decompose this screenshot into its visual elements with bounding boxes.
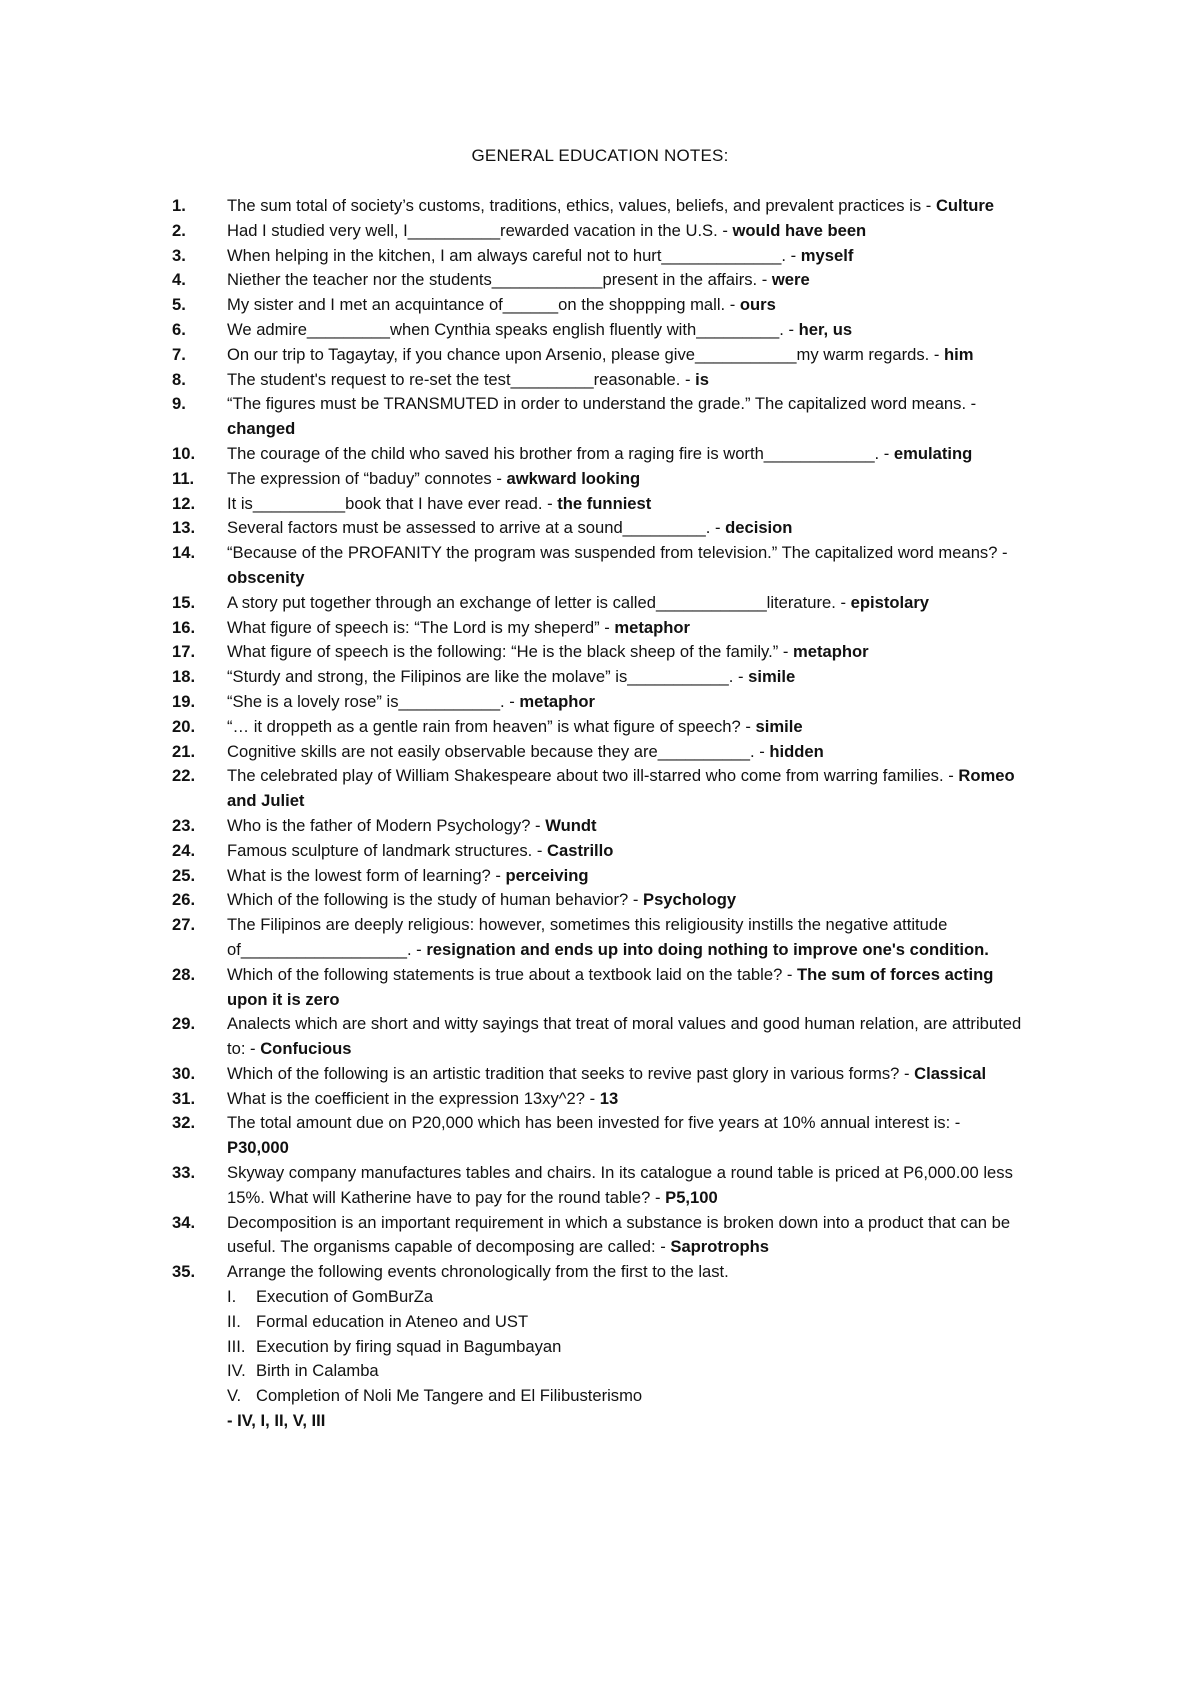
item-question: Arrange the following events chronologically from the first to the last. bbox=[227, 1262, 729, 1282]
item-number: 25. bbox=[172, 865, 196, 885]
item-number: 31. bbox=[172, 1088, 196, 1108]
item-answer: The sum of forces acting upon it is zero bbox=[227, 964, 994, 1009]
item-question: The total amount due on P20,000 which has been invested for five years at 10% annual interest is: - bbox=[227, 1113, 961, 1133]
item-question: It is__________book that I have ever read. - bbox=[227, 493, 558, 513]
item-number: 27. bbox=[172, 915, 196, 935]
item-number: 11. bbox=[172, 468, 195, 488]
item-answer: Romeo and Juliet bbox=[227, 766, 1015, 811]
item-number: 33. bbox=[172, 1163, 196, 1183]
item-number: 14. bbox=[172, 543, 196, 563]
list-item bbox=[172, 864, 1022, 889]
notes-list bbox=[172, 194, 1022, 1434]
item-number: 24. bbox=[172, 840, 196, 860]
item-number: 20. bbox=[172, 716, 196, 736]
item-question: What is the coefficient in the expression 13xy^2? - bbox=[227, 1088, 600, 1108]
list-item bbox=[172, 467, 1022, 492]
item-answer: metaphor bbox=[614, 617, 690, 637]
item-question: The expression of “baduy” connotes - bbox=[227, 468, 507, 488]
event-text: Completion of Noli Me Tangere and El Filibusterismo bbox=[256, 1386, 643, 1406]
item-question: The student's request to re-set the test_________reasonable. - bbox=[227, 369, 696, 389]
item-answer: 13 bbox=[599, 1088, 619, 1108]
item-question: Cognitive skills are not easily observable because they are__________. - bbox=[227, 741, 770, 761]
item-number: 34. bbox=[172, 1212, 196, 1232]
item-number: 23. bbox=[172, 815, 196, 835]
item-answer: simile bbox=[748, 667, 796, 687]
item-answer: Castrillo bbox=[547, 840, 614, 860]
list-item bbox=[172, 740, 1022, 765]
list-item bbox=[172, 764, 1022, 814]
event-numeral: I. bbox=[227, 1287, 237, 1307]
list-item bbox=[172, 913, 1022, 963]
item-number: 22. bbox=[172, 766, 196, 786]
item-question: The celebrated play of William Shakespeare about two ill-starred who come from warring families. - bbox=[227, 766, 959, 786]
item-number: 28. bbox=[172, 964, 196, 984]
item-answer: hidden bbox=[769, 741, 824, 761]
item-answer: Saprotrophs bbox=[670, 1237, 770, 1257]
item-number: 19. bbox=[172, 691, 196, 711]
item-answer: metaphor bbox=[793, 642, 869, 662]
list-item bbox=[172, 616, 1022, 641]
list-item bbox=[172, 591, 1022, 616]
list-item bbox=[172, 665, 1022, 690]
item-number: 6. bbox=[172, 319, 186, 339]
item-number: 5. bbox=[172, 295, 186, 315]
item-answer: metaphor bbox=[519, 691, 596, 711]
item-question: “Because of the PROFANITY the program was suspended from television.” The capitalized word means? - bbox=[227, 543, 1008, 563]
item-question: When helping in the kitchen, I am always careful not to hurt_____________. - bbox=[227, 245, 801, 265]
item-number: 3. bbox=[172, 245, 186, 265]
item-answer: - IV, I, II, V, III bbox=[227, 1411, 326, 1431]
item-answer: Culture bbox=[935, 196, 995, 215]
item-number: 15. bbox=[172, 592, 196, 612]
item-answer: Psychology bbox=[643, 890, 737, 910]
list-item bbox=[172, 541, 1022, 591]
item-question: Which of the following is the study of human behavior? - bbox=[227, 890, 643, 910]
list-item bbox=[172, 1087, 1022, 1112]
item-question: Who is the father of Modern Psychology? - bbox=[227, 815, 546, 835]
event-list bbox=[227, 1285, 1022, 1409]
item-question: What figure of speech is: “The Lord is my sheperd” - bbox=[227, 617, 615, 637]
item-answer: epistolary bbox=[850, 592, 930, 612]
item-answer: emulating bbox=[893, 443, 973, 463]
item-number: 13. bbox=[172, 518, 196, 538]
item-question: Skyway company manufactures tables and chairs. In its catalogue a round table is priced at P6,000.00 less 15%. What will Katherine have to pay for the round table? - bbox=[227, 1163, 1013, 1207]
item-answer: the funniest bbox=[557, 493, 652, 513]
event-numeral: V. bbox=[227, 1386, 242, 1406]
item-answer: P30,000 bbox=[227, 1138, 289, 1158]
list-item bbox=[172, 888, 1022, 913]
event-item bbox=[227, 1285, 1022, 1310]
item-number: 1. bbox=[172, 196, 186, 215]
item-question: “The figures must be TRANSMUTED in order to understand the grade.” The capitalized word means. - bbox=[227, 394, 977, 414]
event-item bbox=[227, 1384, 1022, 1409]
item-answer: ours bbox=[739, 295, 776, 315]
event-text: Execution of GomBurZa bbox=[256, 1287, 434, 1307]
item-answer: P5,100 bbox=[665, 1187, 718, 1207]
item-answer: is bbox=[695, 369, 709, 389]
item-question: What figure of speech is the following: “He is the black sheep of the family.” - bbox=[227, 642, 793, 662]
item-number: 4. bbox=[172, 270, 186, 290]
item-number: 7. bbox=[172, 344, 186, 364]
item-question: “She is a lovely rose” is___________. - bbox=[227, 691, 520, 711]
item-number: 16. bbox=[172, 617, 196, 637]
list-item bbox=[172, 194, 1022, 219]
list-item bbox=[172, 293, 1022, 318]
item-answer: her, us bbox=[798, 319, 853, 339]
item-answer: would have been bbox=[732, 220, 867, 240]
item-answer: changed bbox=[227, 419, 296, 439]
list-item bbox=[172, 318, 1022, 343]
list-item bbox=[172, 963, 1022, 1013]
item-question: My sister and I met an acquintance of______on the shoppping mall. - bbox=[227, 295, 740, 315]
item-number: 8. bbox=[172, 369, 186, 389]
item-answer: perceiving bbox=[505, 865, 589, 885]
item-number: 2. bbox=[172, 220, 186, 240]
list-item bbox=[172, 690, 1022, 715]
item-question: Which of the following statements is true about a textbook laid on the table? - bbox=[227, 964, 798, 984]
list-item bbox=[172, 368, 1022, 393]
list-item bbox=[172, 492, 1022, 517]
list-item bbox=[172, 839, 1022, 864]
list-item bbox=[172, 392, 1022, 442]
event-item bbox=[227, 1335, 1022, 1360]
list-item-35 bbox=[172, 1260, 1022, 1434]
event-text: Birth in Calamba bbox=[256, 1361, 379, 1381]
item-question: Famous sculpture of landmark structures. - bbox=[227, 840, 548, 860]
item-question: The Filipinos are deeply religious: however, sometimes this religiousity instills the negative attitude of__________________. - bbox=[227, 915, 948, 959]
item-question: Had I studied very well, I__________rewarded vacation in the U.S. - bbox=[227, 220, 733, 240]
item-answer: decision bbox=[725, 518, 793, 538]
event-numeral: II. bbox=[227, 1311, 241, 1331]
item-number: 17. bbox=[172, 642, 196, 662]
item-question: Niether the teacher nor the students____________present in the affairs. - bbox=[227, 270, 772, 290]
list-item bbox=[172, 1211, 1022, 1261]
list-item bbox=[172, 516, 1022, 541]
item-question: The courage of the child who saved his brother from a raging fire is worth____________. - bbox=[227, 443, 894, 463]
item-question: A story put together through an exchange of letter is called____________literature. - bbox=[227, 592, 851, 612]
item-answer: him bbox=[944, 344, 974, 364]
list-item bbox=[172, 1012, 1022, 1062]
item-question: Several factors must be assessed to arrive at a sound_________. - bbox=[227, 518, 726, 538]
item-number: 32. bbox=[172, 1113, 196, 1133]
item-question: “Sturdy and strong, the Filipinos are like the molave” is___________. - bbox=[227, 667, 749, 687]
item-number: 26. bbox=[172, 890, 196, 910]
item-answer: were bbox=[771, 270, 810, 290]
item-answer: Confucious bbox=[260, 1039, 352, 1059]
item-number: 30. bbox=[172, 1063, 196, 1083]
list-item bbox=[172, 442, 1022, 467]
item-answer: awkward looking bbox=[506, 468, 641, 488]
item-number: 18. bbox=[172, 667, 196, 687]
list-item bbox=[172, 1062, 1022, 1087]
event-numeral: III. bbox=[227, 1336, 246, 1356]
item-question: What is the lowest form of learning? - bbox=[227, 865, 506, 885]
item-answer: myself bbox=[800, 245, 854, 265]
event-item bbox=[227, 1310, 1022, 1335]
list-item bbox=[172, 1111, 1022, 1161]
document-title: GENERAL EDUCATION NOTES: bbox=[471, 146, 729, 165]
list-item bbox=[172, 814, 1022, 839]
event-numeral: IV. bbox=[227, 1361, 246, 1381]
item-number: 10. bbox=[172, 443, 196, 463]
item-number: 29. bbox=[172, 1014, 196, 1034]
event-text: Execution by firing squad in Bagumbayan bbox=[256, 1336, 562, 1356]
event-text: Formal education in Ateneo and UST bbox=[256, 1311, 529, 1331]
list-item bbox=[172, 219, 1022, 244]
item-number: 9. bbox=[172, 394, 186, 414]
list-item bbox=[172, 268, 1022, 293]
list-item bbox=[172, 715, 1022, 740]
event-item bbox=[227, 1359, 1022, 1384]
item-number: 12. bbox=[172, 493, 196, 513]
item-question: Which of the following is an artistic tradition that seeks to revive past glory in various forms? - bbox=[227, 1063, 915, 1083]
item-question: We admire_________when Cynthia speaks english fluently with_________. - bbox=[227, 319, 799, 339]
item-answer: obscenity bbox=[227, 567, 305, 587]
item-question: Analects which are short and witty sayings that treat of moral values and good human relation, are attributed to: - bbox=[227, 1014, 1022, 1059]
item-number: 21. bbox=[172, 741, 196, 761]
item-answer: Classical bbox=[914, 1063, 987, 1083]
item-question: The sum total of society’s customs, traditions, ethics, values, beliefs, and prevalent practices is - bbox=[227, 196, 936, 215]
list-item bbox=[172, 1161, 1022, 1211]
list-item bbox=[172, 244, 1022, 269]
list-item bbox=[172, 640, 1022, 665]
item-answer: Wundt bbox=[545, 815, 597, 835]
item-question: On our trip to Tagaytay, if you chance upon Arsenio, please give___________my warm regards. - bbox=[227, 344, 945, 364]
item-answer: resignation and ends up into doing nothing to improve one's condition. bbox=[426, 939, 989, 959]
list-item bbox=[172, 343, 1022, 368]
item-answer: simile bbox=[755, 716, 803, 736]
item-number: 35. bbox=[172, 1262, 196, 1282]
item-question: Decomposition is an important requirement in which a substance is broken down into a product that can be useful. The organisms capable of decomposing are called: - bbox=[227, 1212, 1011, 1257]
item-question: “… it droppeth as a gentle rain from heaven” is what figure of speech? - bbox=[227, 716, 756, 736]
